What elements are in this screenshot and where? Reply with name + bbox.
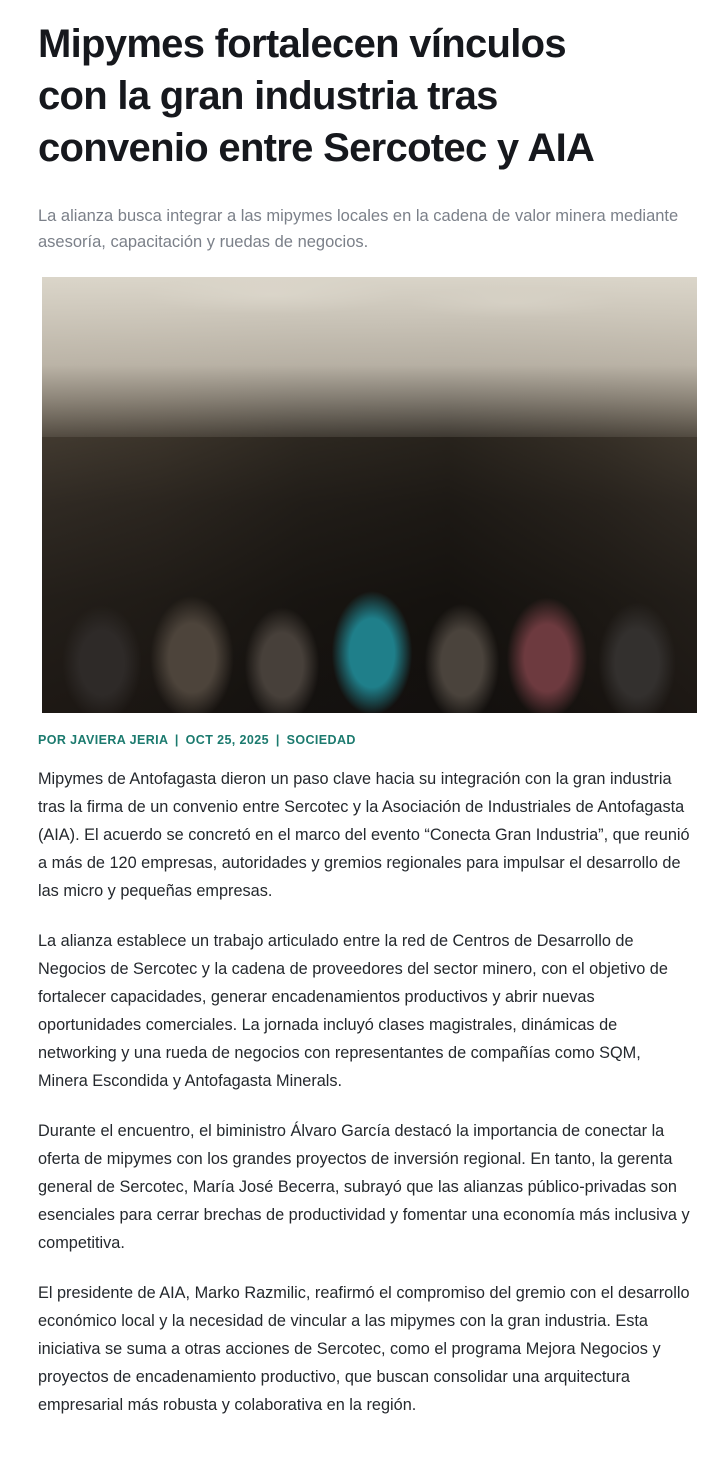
- byline-separator-2: |: [275, 733, 280, 748]
- article-body: [38, 765, 695, 1419]
- page-title: Mipymes fortalecen vínculos con la gran industria tras convenio entre Sercotec y AIA: [38, 22, 595, 170]
- hero-image-photo: [42, 277, 697, 713]
- article-paragraph: El presidente de AIA, Marko Razmilic, reafirmó el compromiso del gremio con el desarrollo económico local y la necesidad de vincular a las mipymes con la gran industria. Esta iniciativa se suma a otras acciones de Sercotec, como el programa Mejora Negocios y proyectos de encadenamiento productivo, que buscan consolidar una arquitectura empresarial más robusta y colaborativa en la región.: [38, 1284, 690, 1415]
- hero-image: [42, 277, 697, 713]
- byline-date: OCT 25, 2025: [185, 733, 269, 748]
- byline-author[interactable]: POR JAVIERA JERIA: [38, 733, 168, 748]
- byline-separator-1: |: [174, 733, 179, 748]
- byline-category[interactable]: SOCIEDAD: [286, 733, 356, 748]
- article-paragraph: La alianza establece un trabajo articulado entre la red de Centros de Desarrollo de Negocios de Sercotec y la cadena de proveedores del sector minero, con el objetivo de fortalecer capacidades, generar encadenamientos productivos y abrir nuevas oportunidades comerciales. La jornada incluyó clases magistrales, dinámicas de networking y una rueda de negocios con representantes de compañías como SQM, Minera Escondida y Antofagasta Minerals.: [38, 932, 668, 1091]
- byline: [38, 733, 695, 747]
- article-paragraph: Mipymes de Antofagasta dieron un paso clave hacia su integración con la gran industria tras la firma de un convenio entre Sercotec y la Asociación de Industriales de Antofagasta (AIA). El acuerdo se concretó en el marco del evento “Conecta Gran Industria”, que reunió a más de 120 empresas, autoridades y gremios regionales para impulsar el desarrollo de las micro y pequeñas empresas.: [38, 770, 690, 901]
- article-standfirst: La alianza busca integrar a las mipymes locales en la cadena de valor minera mediante asesoría, capacitación y ruedas de negocios.: [38, 207, 679, 251]
- article-paragraph: Durante el encuentro, el biministro Álvaro García destacó la importancia de conectar la oferta de mipymes con los grandes proyectos de inversión regional. En tanto, la gerenta general de Sercotec, María José Becerra, subrayó que las alianzas público-privadas son esenciales para cerrar brechas de productividad y fomentar una economía más inclusiva y competitiva.: [38, 1122, 690, 1253]
